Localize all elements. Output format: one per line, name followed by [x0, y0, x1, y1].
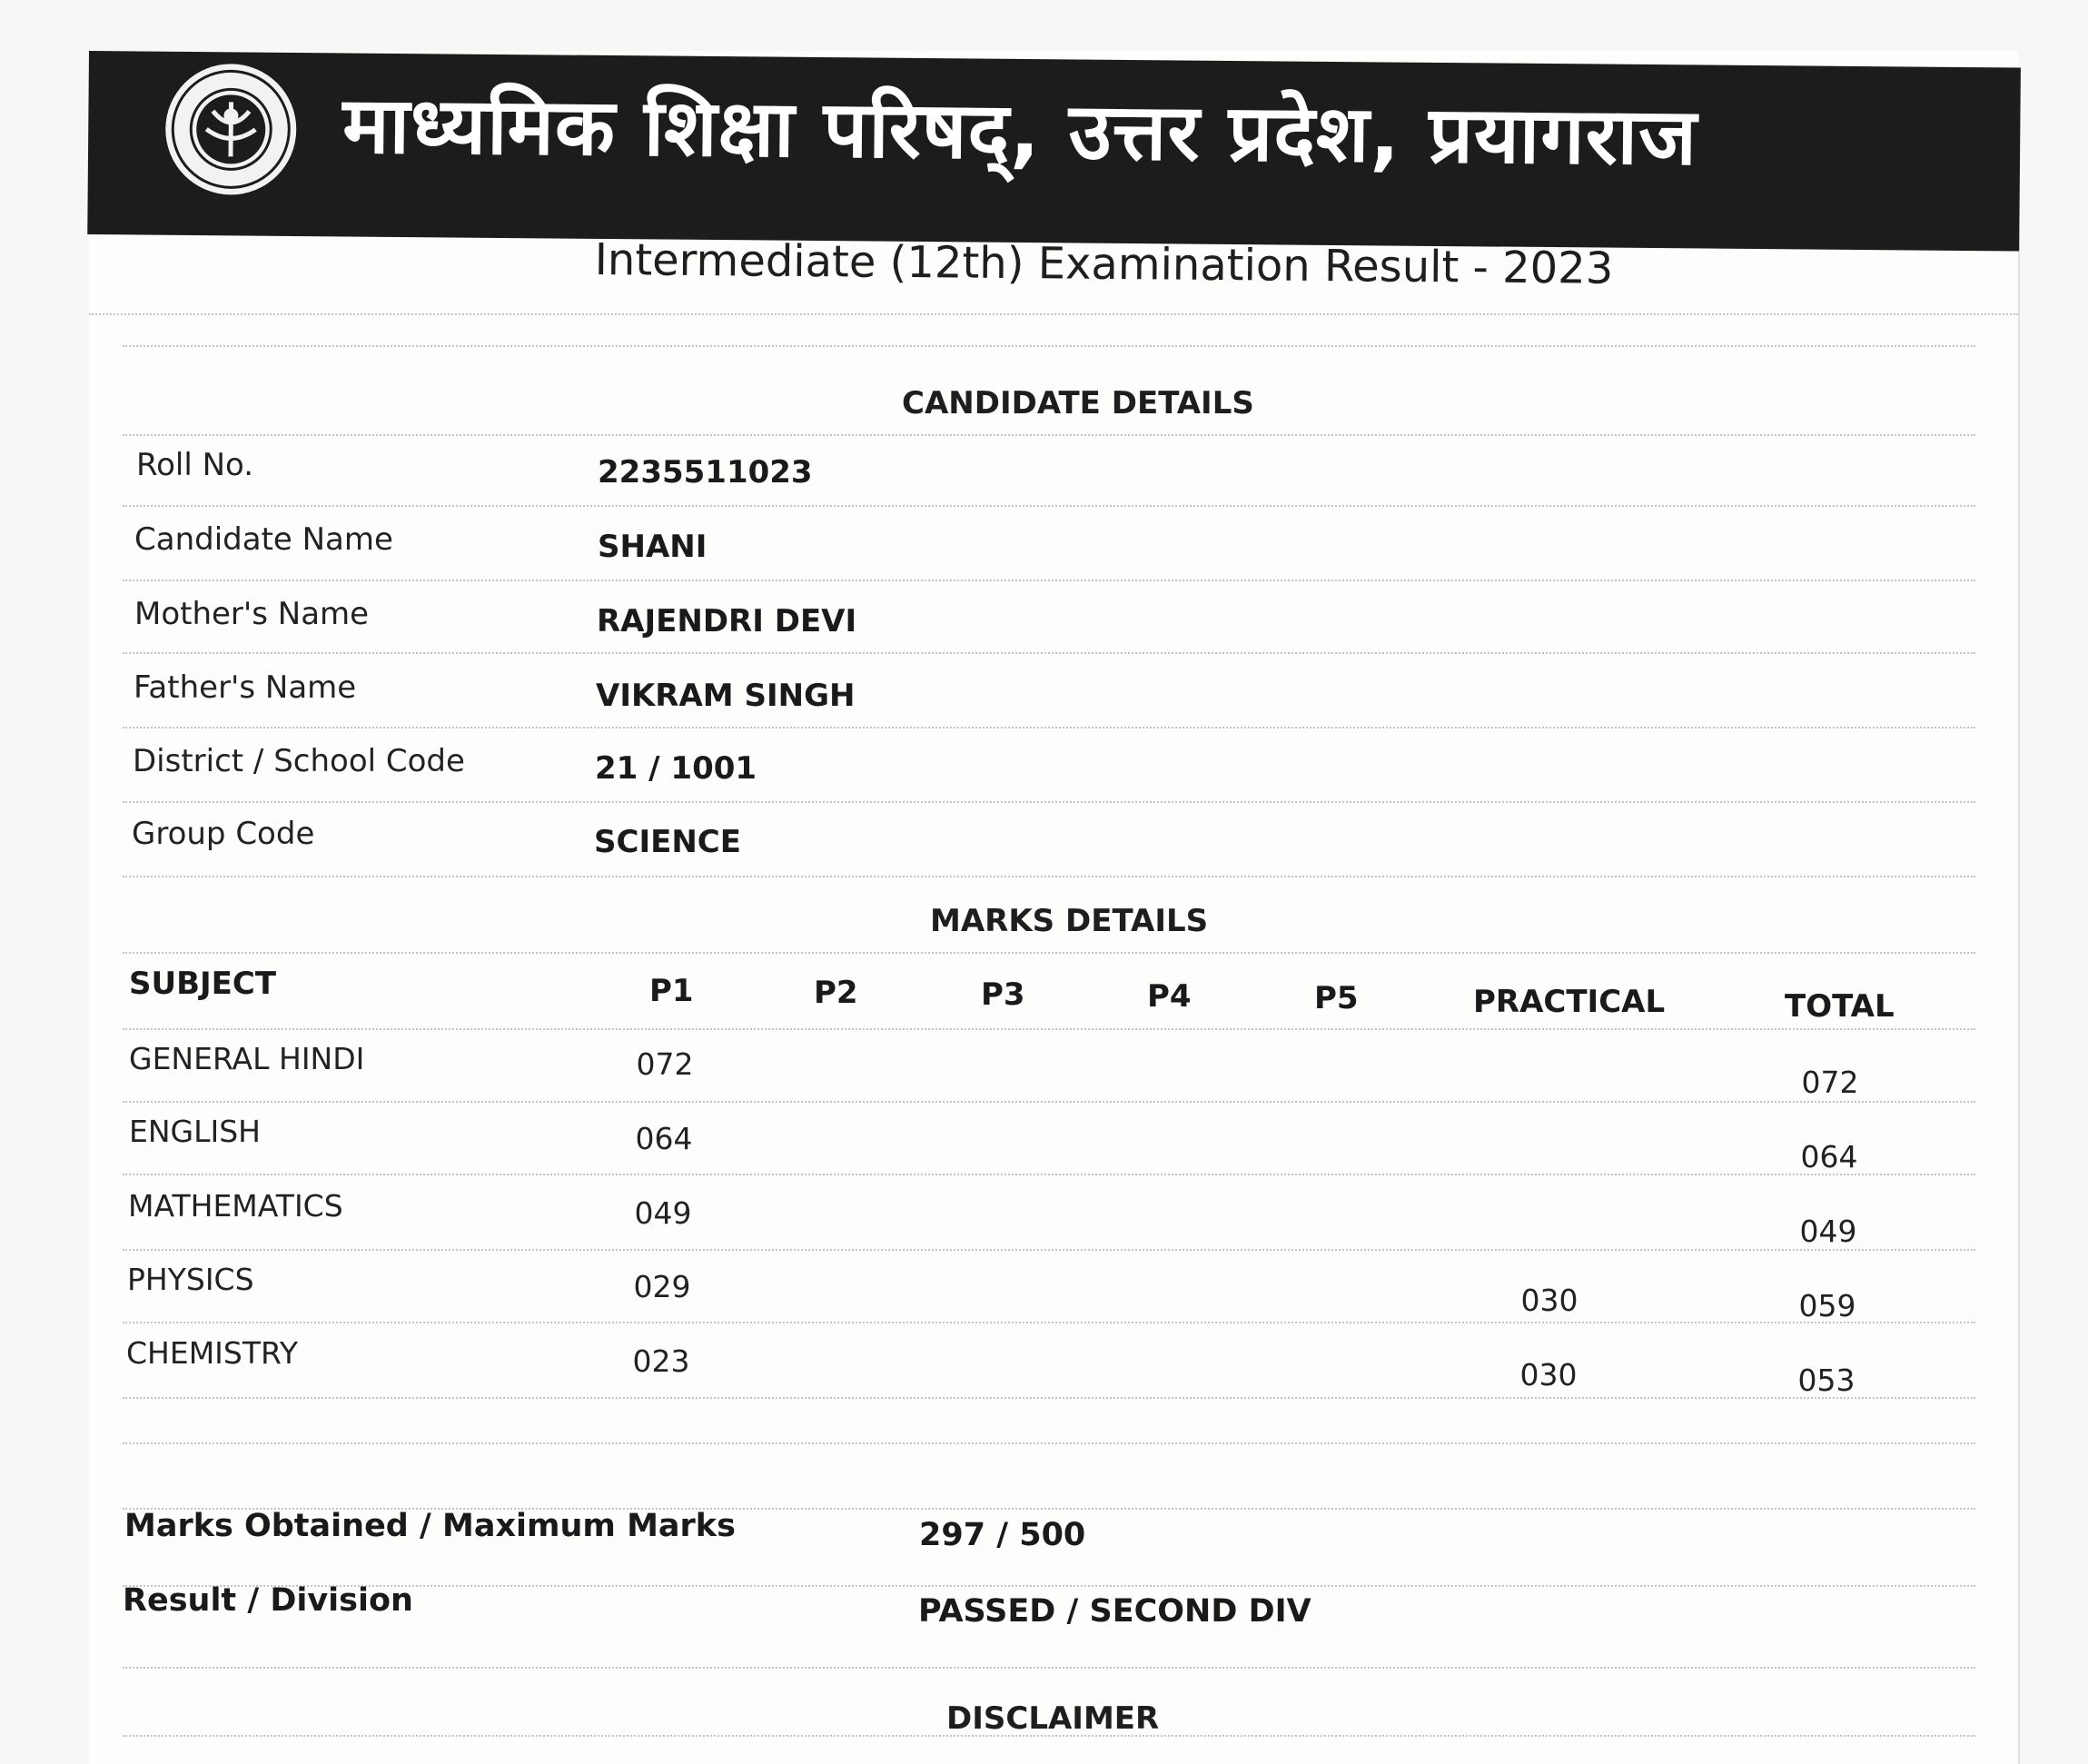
divider [123, 1667, 1975, 1669]
header-p1: P1 [649, 973, 694, 1009]
candidate-name-label: Candidate Name [134, 521, 393, 558]
divider [123, 652, 1975, 654]
subject-name: PHYSICS [127, 1262, 254, 1297]
header-p5: P5 [1314, 980, 1359, 1016]
divider [123, 505, 1975, 507]
fathers-name-value: VIKRAM SINGH [596, 678, 856, 714]
total-marks: 064 [1800, 1139, 1858, 1174]
divider [123, 1322, 1975, 1323]
divider [123, 1174, 1975, 1175]
divider [123, 580, 1975, 581]
marks-obtained-label: Marks Obtained / Maximum Marks [124, 1508, 736, 1544]
header-total: TOTAL [1785, 988, 1895, 1025]
divider [123, 1028, 1975, 1030]
total-marks: 049 [1799, 1214, 1857, 1249]
divider [89, 313, 2018, 315]
header-practical: PRACTICAL [1473, 984, 1666, 1020]
disclaimer-title: DISCLAIMER [946, 1700, 1160, 1737]
p1-marks: 029 [633, 1269, 691, 1304]
total-marks: 072 [1801, 1065, 1859, 1100]
district-school-code-value: 21 / 1001 [595, 750, 757, 787]
mothers-name-value: RAJENDRI DEVI [597, 603, 857, 639]
candidate-details-title: CANDIDATE DETAILS [902, 385, 1254, 421]
board-name: माध्यमिक शिक्षा परिषद्, उत्तर प्रदेश, प्रयागराज [341, 80, 1698, 183]
p1-marks: 023 [632, 1343, 690, 1379]
group-code-value: SCIENCE [594, 824, 741, 860]
divider [123, 1397, 1975, 1399]
header-p4: P4 [1147, 978, 1192, 1015]
divider [123, 727, 1975, 728]
p1-marks: 072 [636, 1046, 694, 1082]
fathers-name-label: Father's Name [134, 669, 357, 706]
subject-name: GENERAL HINDI [129, 1041, 365, 1076]
header-banner [87, 51, 2021, 252]
group-code-label: Group Code [132, 816, 315, 852]
candidate-name-value: SHANI [598, 529, 708, 565]
divider [123, 345, 1975, 347]
district-school-code-label: District / School Code [133, 743, 465, 779]
subject-name: ENGLISH [129, 1114, 261, 1149]
subject-name: CHEMISTRY [126, 1335, 298, 1371]
mothers-name-label: Mother's Name [134, 596, 370, 632]
total-marks: 053 [1797, 1363, 1855, 1398]
roll-no-value: 2235511023 [598, 454, 813, 491]
divider [123, 434, 1975, 436]
header-subject: SUBJECT [129, 966, 277, 1002]
divider [123, 952, 1975, 954]
divider [123, 1249, 1975, 1251]
marks-details-title: MARKS DETAILS [930, 903, 1209, 939]
exam-title: Intermediate (12th) Examination Result - 2023 [594, 234, 1614, 294]
subject-name: MATHEMATICS [128, 1188, 343, 1224]
p1-marks: 064 [635, 1121, 693, 1156]
header-p3: P3 [981, 976, 1025, 1013]
divider [123, 801, 1975, 803]
marks-obtained-value: 297 / 500 [919, 1517, 1086, 1553]
total-marks: 059 [1798, 1288, 1856, 1323]
divider [123, 876, 1975, 877]
divider [123, 1442, 1975, 1444]
divider [123, 1101, 1975, 1103]
up-board-seal-icon [163, 61, 300, 198]
practical-marks: 030 [1520, 1283, 1578, 1318]
p1-marks: 049 [634, 1195, 692, 1231]
practical-marks: 030 [1519, 1357, 1578, 1392]
page-edge [2018, 236, 2020, 1764]
result-division-label: Result / Division [123, 1582, 413, 1619]
header-p2: P2 [814, 975, 858, 1011]
roll-no-label: Roll No. [136, 447, 254, 483]
result-division-value: PASSED / SECOND DIV [918, 1593, 1311, 1630]
